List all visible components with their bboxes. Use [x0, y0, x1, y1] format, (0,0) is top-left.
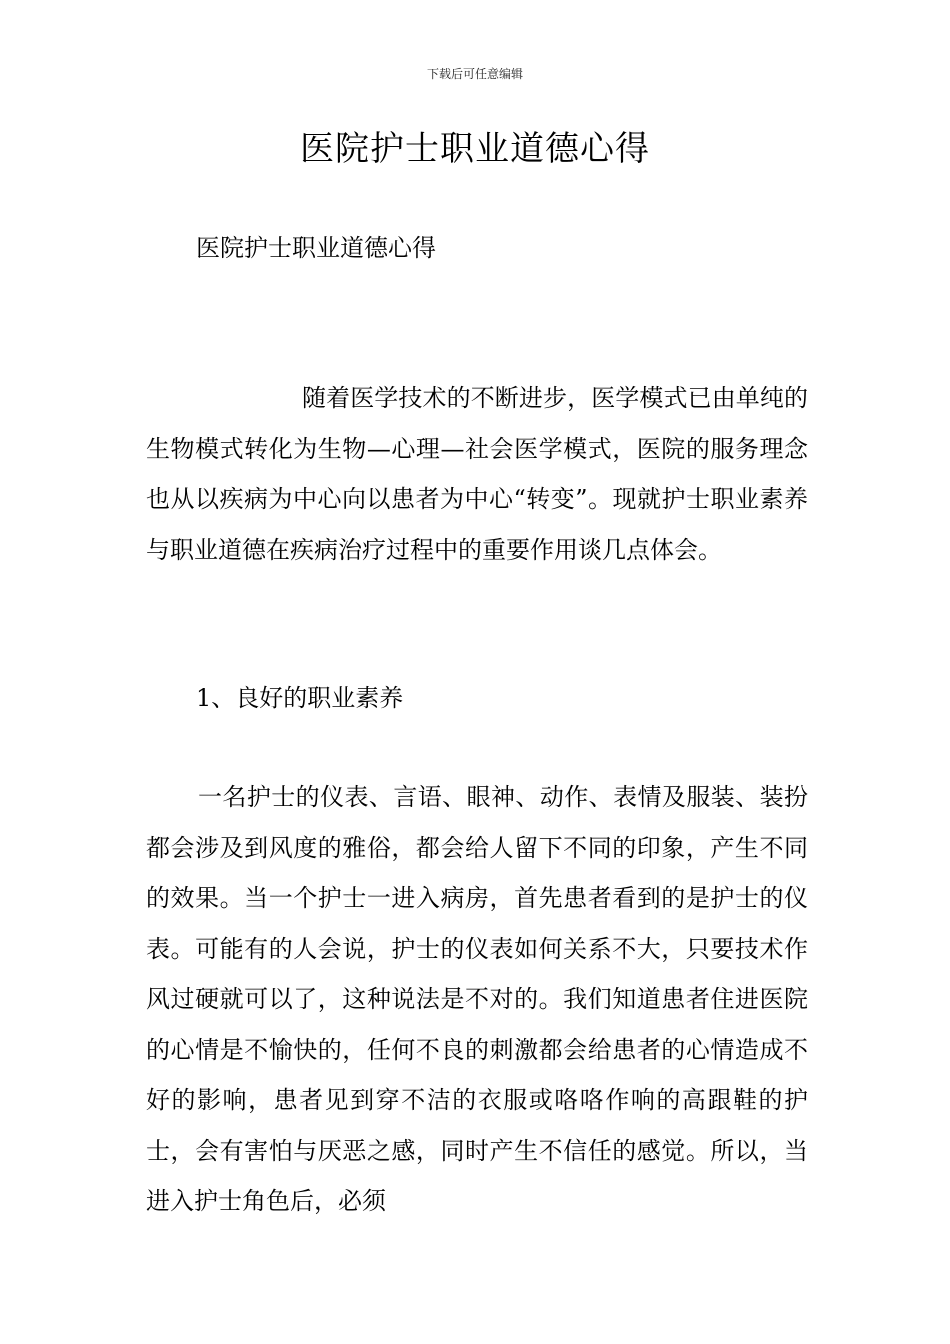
document-title: 医院护士职业道德心得 — [300, 129, 650, 169]
section-heading: 1、良好的职业素养 — [196, 684, 404, 712]
paragraph-professional-quality: 一名护士的仪表、言语、眼神、动作、表情及服装、装扮都会涉及到风度的雅俗，都会给人留下不同的印象，产生不同的效果。当一个护士一进入病房，首先患者看到的是护士的仪表。可能有的人会说，护士的仪表如何关系不大，只要技术作风过硬就可以了，这种说法是不对的。我们知道患者住进医院的心情是不愉快的，任何不良的刺激都会给患者的心情造成不好的影响，患者见到穿不洁的衣服或咯咯作响的高跟鞋的护士，会有害怕与厌恶之感，同时产生不信任的感觉。所以，当进入护士角色后，必须 — [146, 783, 808, 1215]
header-note: 下载后可任意编辑 — [426, 67, 523, 81]
paragraph-intro: 随着医学技术的不断进步，医学模式已由单纯的生物模式转化为生物—心理—社会医学模式，医院的服务理念也从以疾病为中心向以患者为中心“转变”。现就护士职业素养与职业道德在疾病治疗过程中的重要作用谈几点体会。 — [146, 384, 808, 564]
document-subtitle: 医院护士职业道德心得 — [196, 234, 436, 262]
